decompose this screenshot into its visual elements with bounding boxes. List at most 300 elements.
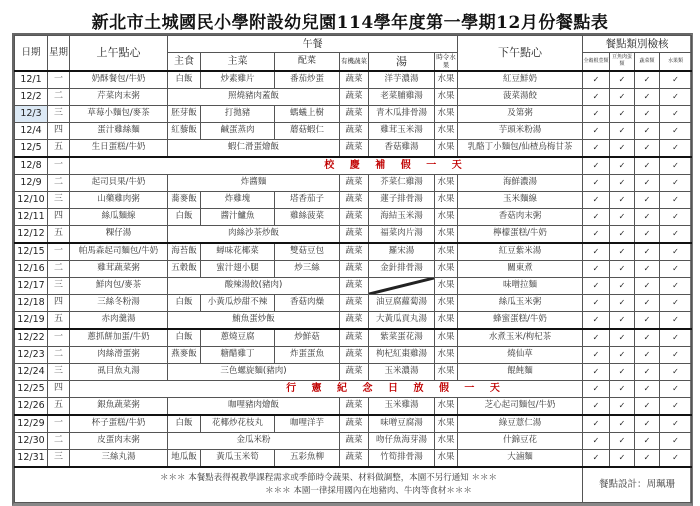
afternoon-snack-cell: 燒仙草: [458, 346, 583, 363]
side-dish-cell: 香菇肉燥: [275, 294, 340, 311]
check-fruit-mark: ✓: [660, 415, 692, 433]
soup-cell: 味噌豆腐湯: [369, 415, 435, 433]
afternoon-snack-cell: 味噌拉麵: [458, 277, 583, 294]
morning-snack-cell: 三絲丸湯: [70, 449, 168, 467]
main-dish-cell: 蔥燒豆腐: [201, 329, 275, 347]
check-protein-mark: ✓: [610, 157, 635, 175]
check-fruit-mark: ✓: [660, 260, 692, 277]
afternoon-snack-cell: 大滷麵: [458, 449, 583, 467]
fruit-cell: 水果: [435, 363, 458, 380]
check-fruit-mark: ✓: [660, 277, 692, 294]
table-row: [15, 415, 692, 433]
side-dish-cell: 炒鮮菇: [275, 329, 340, 347]
check-protein-mark: ✓: [610, 105, 635, 122]
menu-body: [15, 71, 692, 467]
check-grains-mark: ✓: [583, 71, 610, 89]
check-grains-mark: ✓: [583, 208, 610, 225]
morning-snack-cell: 三絲冬粉湯: [70, 294, 168, 311]
date-cell: 12/5: [15, 139, 48, 157]
date-cell: 12/4: [15, 122, 48, 139]
morning-snack-cell: 杯子蛋糕/牛奶: [70, 415, 168, 433]
afternoon-snack-cell: 芋頭米粉湯: [458, 122, 583, 139]
check-veg-mark: ✓: [635, 294, 660, 311]
weekday-cell: 五: [48, 139, 70, 157]
check-grains-mark: ✓: [583, 380, 610, 397]
morning-snack-cell: 粿仔湯: [70, 225, 168, 243]
organic-veg-cell: 蔬菜: [340, 174, 369, 191]
holiday-notice: 行 憲 紀 念 日 放 假 一 天: [70, 380, 583, 397]
table-row: [15, 449, 692, 467]
staple-cell: 五穀飯: [168, 260, 201, 277]
morning-snack-cell: 起司貝果/牛奶: [70, 174, 168, 191]
lunch-combined-dish-cell: 蝦仁滑蛋燴飯: [168, 139, 340, 157]
afternoon-snack-cell: 關東煮: [458, 260, 583, 277]
soup-cell: 枸杞紅棗雞湯: [369, 346, 435, 363]
check-protein-mark: ✓: [610, 380, 635, 397]
fruit-cell: 水果: [435, 329, 458, 347]
check-veg-mark: ✓: [635, 449, 660, 467]
morning-snack-cell: 生日蛋糕/牛奶: [70, 139, 168, 157]
check-protein-mark: ✓: [610, 329, 635, 347]
main-dish-cell: 醬汁鱸魚: [201, 208, 275, 225]
weekday-cell: 三: [48, 191, 70, 208]
morning-snack-cell: 草莓小麵包/麥茶: [70, 105, 168, 122]
table-row: [15, 363, 692, 380]
header-organic-veg: 有機蔬菜: [340, 53, 369, 71]
soup-cell: 香菇雞湯: [369, 139, 435, 157]
check-protein-mark: ✓: [610, 191, 635, 208]
footer-notes: [15, 467, 583, 503]
weekday-cell: 二: [48, 346, 70, 363]
date-cell: 12/31: [15, 449, 48, 467]
check-veg-mark: ✓: [635, 363, 660, 380]
organic-veg-cell: 蔬菜: [340, 243, 369, 261]
morning-snack-cell: 雞茸蔬菜粥: [70, 260, 168, 277]
header-main-dish: 主菜: [201, 53, 275, 71]
check-grains-mark: ✓: [583, 432, 610, 449]
check-fruit-mark: ✓: [660, 139, 692, 157]
fruit-cell: 水果: [435, 71, 458, 89]
check-grains-mark: ✓: [583, 122, 610, 139]
table-row: [15, 71, 692, 89]
check-protein-mark: ✓: [610, 415, 635, 433]
afternoon-snack-cell: 紅豆紫米湯: [458, 243, 583, 261]
morning-snack-cell: 絲瓜麵線: [70, 208, 168, 225]
date-cell: 12/1: [15, 71, 48, 89]
table-row: [15, 294, 692, 311]
footer-row: [15, 467, 692, 503]
afternoon-snack-cell: 檸檬蛋糕/牛奶: [458, 225, 583, 243]
check-grains-mark: ✓: [583, 311, 610, 329]
header-checklist: 餐點類別檢核: [583, 36, 692, 53]
soup-cell: 油豆腐蘿蔔湯: [369, 294, 435, 311]
soup-cell: 羅宋湯: [369, 243, 435, 261]
check-protein-mark: ✓: [610, 71, 635, 89]
organic-veg-cell: 蔬菜: [340, 88, 369, 105]
check-veg-mark: ✓: [635, 277, 660, 294]
check-grains-mark: ✓: [583, 329, 610, 347]
afternoon-snack-cell: 什錦豆花: [458, 432, 583, 449]
table-row: [15, 397, 692, 415]
check-fruit-mark: ✓: [660, 122, 692, 139]
check-fruit-mark: ✓: [660, 294, 692, 311]
date-cell: 12/3: [15, 105, 48, 122]
table-row: [15, 191, 692, 208]
afternoon-snack-cell: 餛飩麵: [458, 363, 583, 380]
check-fruit-mark: ✓: [660, 88, 692, 105]
weekday-cell: 一: [48, 415, 70, 433]
main-dish-cell: 蜜汁翅小腿: [201, 260, 275, 277]
check-veg-mark: ✓: [635, 397, 660, 415]
check-grains-mark: ✓: [583, 105, 610, 122]
main-dish-cell: 黃瓜玉米筍: [201, 449, 275, 467]
lunch-combined-dish-cell: 咖哩豬肉燴飯: [168, 397, 340, 415]
check-grains-mark: ✓: [583, 449, 610, 467]
check-veg-mark: ✓: [635, 225, 660, 243]
soup-cell: 雞茸玉米湯: [369, 122, 435, 139]
weekday-cell: 五: [48, 311, 70, 329]
organic-veg-cell: 蔬菜: [340, 311, 369, 329]
check-fruit-mark: ✓: [660, 225, 692, 243]
check-fruit-mark: ✓: [660, 380, 692, 397]
table-row: [15, 260, 692, 277]
check-veg-mark: ✓: [635, 71, 660, 89]
morning-snack-cell: 肉絲滑蛋粥: [70, 346, 168, 363]
afternoon-snack-cell: 蜂蜜蛋糕/牛奶: [458, 311, 583, 329]
weekday-cell: 一: [48, 157, 70, 175]
check-grains-mark: ✓: [583, 277, 610, 294]
check-fruit-mark: ✓: [660, 346, 692, 363]
date-cell: 12/23: [15, 346, 48, 363]
side-dish-cell: 咖哩洋芋: [275, 415, 340, 433]
check-fruit-mark: ✓: [660, 363, 692, 380]
header-seasonal-fruit: 時令水果: [436, 53, 456, 70]
date-cell: 12/22: [15, 329, 48, 347]
date-cell: 12/2: [15, 88, 48, 105]
main-dish-cell: 蟳味花椰菜: [201, 243, 275, 261]
staple-cell: 燕麥飯: [168, 346, 201, 363]
weekday-cell: 四: [48, 122, 70, 139]
organic-veg-cell: 蔬菜: [340, 122, 369, 139]
check-veg-mark: ✓: [635, 105, 660, 122]
lunch-combined-dish-cell: 炸醬麵: [168, 174, 340, 191]
main-dish-cell: 炒素雞片: [201, 71, 275, 89]
organic-veg-cell: 蔬菜: [340, 294, 369, 311]
check-veg-mark: ✓: [635, 157, 660, 175]
lunch-combined-dish-cell: 三色螺旋麵(豬肉): [168, 363, 340, 380]
organic-veg-cell: 蔬菜: [340, 139, 369, 157]
soup-cell: 玉米濃湯: [369, 363, 435, 380]
check-veg-mark: ✓: [635, 208, 660, 225]
table-row: [15, 277, 692, 294]
soup-cell: 蓮子排骨湯: [369, 191, 435, 208]
table-row: [15, 243, 692, 261]
date-cell: 12/24: [15, 363, 48, 380]
organic-veg-cell: 蔬菜: [340, 449, 369, 467]
morning-snack-cell: 山藥雞肉粥: [70, 191, 168, 208]
soup-cell: 紫菜蛋花湯: [369, 329, 435, 347]
morning-snack-cell: 虱目魚丸湯: [70, 363, 168, 380]
organic-veg-cell: 蔬菜: [340, 329, 369, 347]
table-row: [15, 208, 692, 225]
main-dish-cell: 小黃瓜炒甜不辣: [201, 294, 275, 311]
soup-cell-empty: [369, 277, 435, 294]
fruit-cell: 水果: [435, 397, 458, 415]
header-side-dish: 配菜: [275, 53, 340, 71]
check-grains-mark: ✓: [583, 415, 610, 433]
header-check-veg: 蔬菜類: [635, 53, 660, 71]
check-fruit-mark: ✓: [660, 311, 692, 329]
footer-note-local-meat: ＊＊＊ 本園一律採用國內在地豬肉、牛肉等食材＊＊＊: [265, 485, 472, 496]
organic-veg-cell: 蔬菜: [340, 105, 369, 122]
organic-veg-cell: 蔬菜: [340, 397, 369, 415]
afternoon-snack-cell: 乳酪丁小麵包/仙楂烏梅甘茶: [458, 139, 583, 157]
check-protein-mark: ✓: [610, 277, 635, 294]
check-grains-mark: ✓: [583, 363, 610, 380]
staple-cell: 紅藜飯: [168, 122, 201, 139]
afternoon-snack-cell: 紅豆鮮奶: [458, 71, 583, 89]
table-row: [15, 346, 692, 363]
afternoon-snack-cell: 水煮玉米/枸杞茶: [458, 329, 583, 347]
morning-snack-cell: 赤肉羹湯: [70, 311, 168, 329]
table-row: [15, 139, 692, 157]
side-dish-cell: 蘑菇蝦仁: [275, 122, 340, 139]
organic-veg-cell: 蔬菜: [340, 415, 369, 433]
morning-snack-cell: 奶酥餐包/牛奶: [70, 71, 168, 89]
check-veg-mark: ✓: [635, 346, 660, 363]
check-veg-mark: ✓: [635, 139, 660, 157]
fruit-cell: 水果: [435, 346, 458, 363]
header-check-grains: 全穀根莖類: [583, 53, 610, 71]
header-check-fruit: 水果類: [660, 53, 692, 71]
lunch-combined-dish-cell: 照燒豬肉蓋飯: [168, 88, 340, 105]
check-veg-mark: ✓: [635, 243, 660, 261]
afternoon-snack-cell: 綠豆薏仁湯: [458, 415, 583, 433]
fruit-cell: 水果: [435, 139, 458, 157]
check-grains-mark: ✓: [583, 157, 610, 175]
organic-veg-cell: 蔬菜: [340, 208, 369, 225]
soup-cell: 竹筍排骨湯: [369, 449, 435, 467]
staple-cell: 地瓜飯: [168, 449, 201, 467]
organic-veg-cell: 蔬菜: [340, 71, 369, 89]
afternoon-snack-cell: 菠菜湯餃: [458, 88, 583, 105]
fruit-cell: 水果: [435, 208, 458, 225]
footer-note-adjustment: ＊＊＊ 本餐點表得視教學課程需求或季節時令蔬果、材料做調整，本園不另行通知 ＊＊＊: [160, 472, 497, 483]
weekday-cell: 三: [48, 277, 70, 294]
weekday-cell: 四: [48, 380, 70, 397]
header-staple: 主食: [168, 53, 201, 71]
organic-veg-cell: 蔬菜: [340, 260, 369, 277]
header-date: 日期: [15, 36, 48, 71]
check-protein-mark: ✓: [610, 260, 635, 277]
fruit-cell: 水果: [435, 260, 458, 277]
date-cell: 12/19: [15, 311, 48, 329]
table-row: [15, 432, 692, 449]
morning-snack-cell: 蔥抓餅加蛋/牛奶: [70, 329, 168, 347]
staple-cell: 白飯: [168, 415, 201, 433]
check-fruit-mark: ✓: [660, 397, 692, 415]
weekday-cell: 三: [48, 449, 70, 467]
weekday-cell: 五: [48, 397, 70, 415]
check-fruit-mark: ✓: [660, 174, 692, 191]
morning-snack-cell: 蛋汁雞絲麵: [70, 122, 168, 139]
check-protein-mark: ✓: [610, 88, 635, 105]
table-row: [15, 105, 692, 122]
lunch-combined-dish-cell: 肉絲沙茶炒飯: [168, 225, 340, 243]
check-protein-mark: ✓: [610, 208, 635, 225]
fruit-cell: 水果: [435, 311, 458, 329]
staple-cell: 白飯: [168, 329, 201, 347]
weekday-cell: 二: [48, 260, 70, 277]
weekday-cell: 一: [48, 243, 70, 261]
date-cell: 12/30: [15, 432, 48, 449]
fruit-cell: 水果: [435, 225, 458, 243]
organic-veg-cell: 蔬菜: [340, 277, 369, 294]
weekday-cell: 五: [48, 225, 70, 243]
check-protein-mark: ✓: [610, 432, 635, 449]
check-protein-mark: ✓: [610, 311, 635, 329]
side-dish-cell: 雙菇豆包: [275, 243, 340, 261]
check-fruit-mark: ✓: [660, 243, 692, 261]
date-cell: 12/15: [15, 243, 48, 261]
check-grains-mark: ✓: [583, 294, 610, 311]
date-cell: 12/11: [15, 208, 48, 225]
table-row: [15, 174, 692, 191]
side-dish-cell: 炸蛋蛋魚: [275, 346, 340, 363]
table-row: [15, 122, 692, 139]
check-veg-mark: ✓: [635, 191, 660, 208]
check-fruit-mark: ✓: [660, 449, 692, 467]
menu-table: [14, 35, 692, 503]
header-afternoon-snack: 下午點心: [458, 36, 583, 71]
afternoon-snack-cell: 芝心起司麵包/牛奶: [458, 397, 583, 415]
side-dish-cell: 五彩魚柳: [275, 449, 340, 467]
check-grains-mark: ✓: [583, 174, 610, 191]
table-row: [15, 157, 692, 175]
check-fruit-mark: ✓: [660, 105, 692, 122]
check-veg-mark: ✓: [635, 311, 660, 329]
check-grains-mark: ✓: [583, 88, 610, 105]
check-veg-mark: ✓: [635, 174, 660, 191]
holiday-notice: 校 慶 補 假 一 天: [70, 157, 583, 175]
page-title: 新北市土城國民小學附設幼兒園114學年度第一學期12月份餐點表: [91, 13, 609, 33]
afternoon-snack-cell: 絲瓜玉米粥: [458, 294, 583, 311]
weekday-cell: 二: [48, 432, 70, 449]
check-grains-mark: ✓: [583, 243, 610, 261]
header-morning-snack: 上午點心: [70, 36, 168, 71]
staple-cell: 白飯: [168, 208, 201, 225]
check-fruit-mark: ✓: [660, 191, 692, 208]
afternoon-snack-cell: 海鮮濃湯: [458, 174, 583, 191]
check-protein-mark: ✓: [610, 294, 635, 311]
fruit-cell: 水果: [435, 294, 458, 311]
check-protein-mark: ✓: [610, 243, 635, 261]
check-veg-mark: ✓: [635, 329, 660, 347]
weekday-cell: 三: [48, 105, 70, 122]
main-dish-cell: 打拋豬: [201, 105, 275, 122]
staple-cell: 海苔飯: [168, 243, 201, 261]
main-dish-cell: 糖醋雞丁: [201, 346, 275, 363]
meal-designer: 餐點設計：周珮珊: [583, 467, 692, 503]
header-weekday: 星期: [48, 36, 70, 71]
table-row: [15, 88, 692, 105]
fruit-cell: 水果: [435, 243, 458, 261]
morning-snack-cell: 帕馬森起司麵包/牛奶: [70, 243, 168, 261]
soup-cell: 海結玉米湯: [369, 208, 435, 225]
check-veg-mark: ✓: [635, 88, 660, 105]
soup-cell: 金針排骨湯: [369, 260, 435, 277]
afternoon-snack-cell: 及第粥: [458, 105, 583, 122]
check-protein-mark: ✓: [610, 363, 635, 380]
morning-snack-cell: 芹菜肉末粥: [70, 88, 168, 105]
check-veg-mark: ✓: [635, 415, 660, 433]
fruit-cell: 水果: [435, 174, 458, 191]
staple-cell: 蕎麥飯: [168, 191, 201, 208]
date-cell: 12/8: [15, 157, 48, 175]
weekday-cell: 二: [48, 174, 70, 191]
morning-snack-cell: 銀魚蔬菜粥: [70, 397, 168, 415]
staple-cell: 胚芽飯: [168, 105, 201, 122]
check-fruit-mark: ✓: [660, 157, 692, 175]
weekday-cell: 三: [48, 363, 70, 380]
side-dish-cell: 塔香茄子: [275, 191, 340, 208]
check-grains-mark: ✓: [583, 139, 610, 157]
side-dish-cell: 番茄炒蛋: [275, 71, 340, 89]
fruit-cell: 水果: [435, 105, 458, 122]
date-cell: 12/10: [15, 191, 48, 208]
check-protein-mark: ✓: [610, 449, 635, 467]
weekday-cell: 四: [48, 294, 70, 311]
morning-snack-cell: 皮蛋肉末粥: [70, 432, 168, 449]
soup-cell: 芥菜仁雞湯: [369, 174, 435, 191]
menu-table-container: [12, 33, 693, 506]
afternoon-snack-cell: 玉米麵線: [458, 191, 583, 208]
date-cell: 12/17: [15, 277, 48, 294]
weekday-cell: 二: [48, 88, 70, 105]
staple-cell: 白飯: [168, 294, 201, 311]
lunch-combined-dish-cell: 金瓜米粉: [168, 432, 340, 449]
date-cell: 12/9: [15, 174, 48, 191]
organic-veg-cell: 蔬菜: [340, 225, 369, 243]
check-protein-mark: ✓: [610, 346, 635, 363]
fruit-cell: 水果: [435, 449, 458, 467]
weekday-cell: 一: [48, 71, 70, 89]
check-fruit-mark: ✓: [660, 208, 692, 225]
diagonal-slash-icon: [369, 278, 434, 294]
organic-veg-cell: 蔬菜: [340, 432, 369, 449]
check-grains-mark: ✓: [583, 260, 610, 277]
header-lunch: 午餐: [168, 36, 458, 53]
soup-cell: 玉米雞湯: [369, 397, 435, 415]
header-soup: 湯: [369, 53, 435, 71]
staple-cell: 白飯: [168, 71, 201, 89]
header-check-protein: 豆魚肉蛋類: [610, 53, 635, 71]
check-grains-mark: ✓: [583, 346, 610, 363]
check-grains-mark: ✓: [583, 397, 610, 415]
side-dish-cell: 雞絲菠菜: [275, 208, 340, 225]
check-protein-mark: ✓: [610, 122, 635, 139]
check-veg-mark: ✓: [635, 122, 660, 139]
main-dish-cell: 炸雞塊: [201, 191, 275, 208]
fruit-cell: 水果: [435, 88, 458, 105]
date-cell: 12/25: [15, 380, 48, 397]
table-row: [15, 311, 692, 329]
check-fruit-mark: ✓: [660, 71, 692, 89]
table-row: [15, 380, 692, 397]
check-grains-mark: ✓: [583, 225, 610, 243]
check-protein-mark: ✓: [610, 139, 635, 157]
fruit-cell: 水果: [435, 191, 458, 208]
